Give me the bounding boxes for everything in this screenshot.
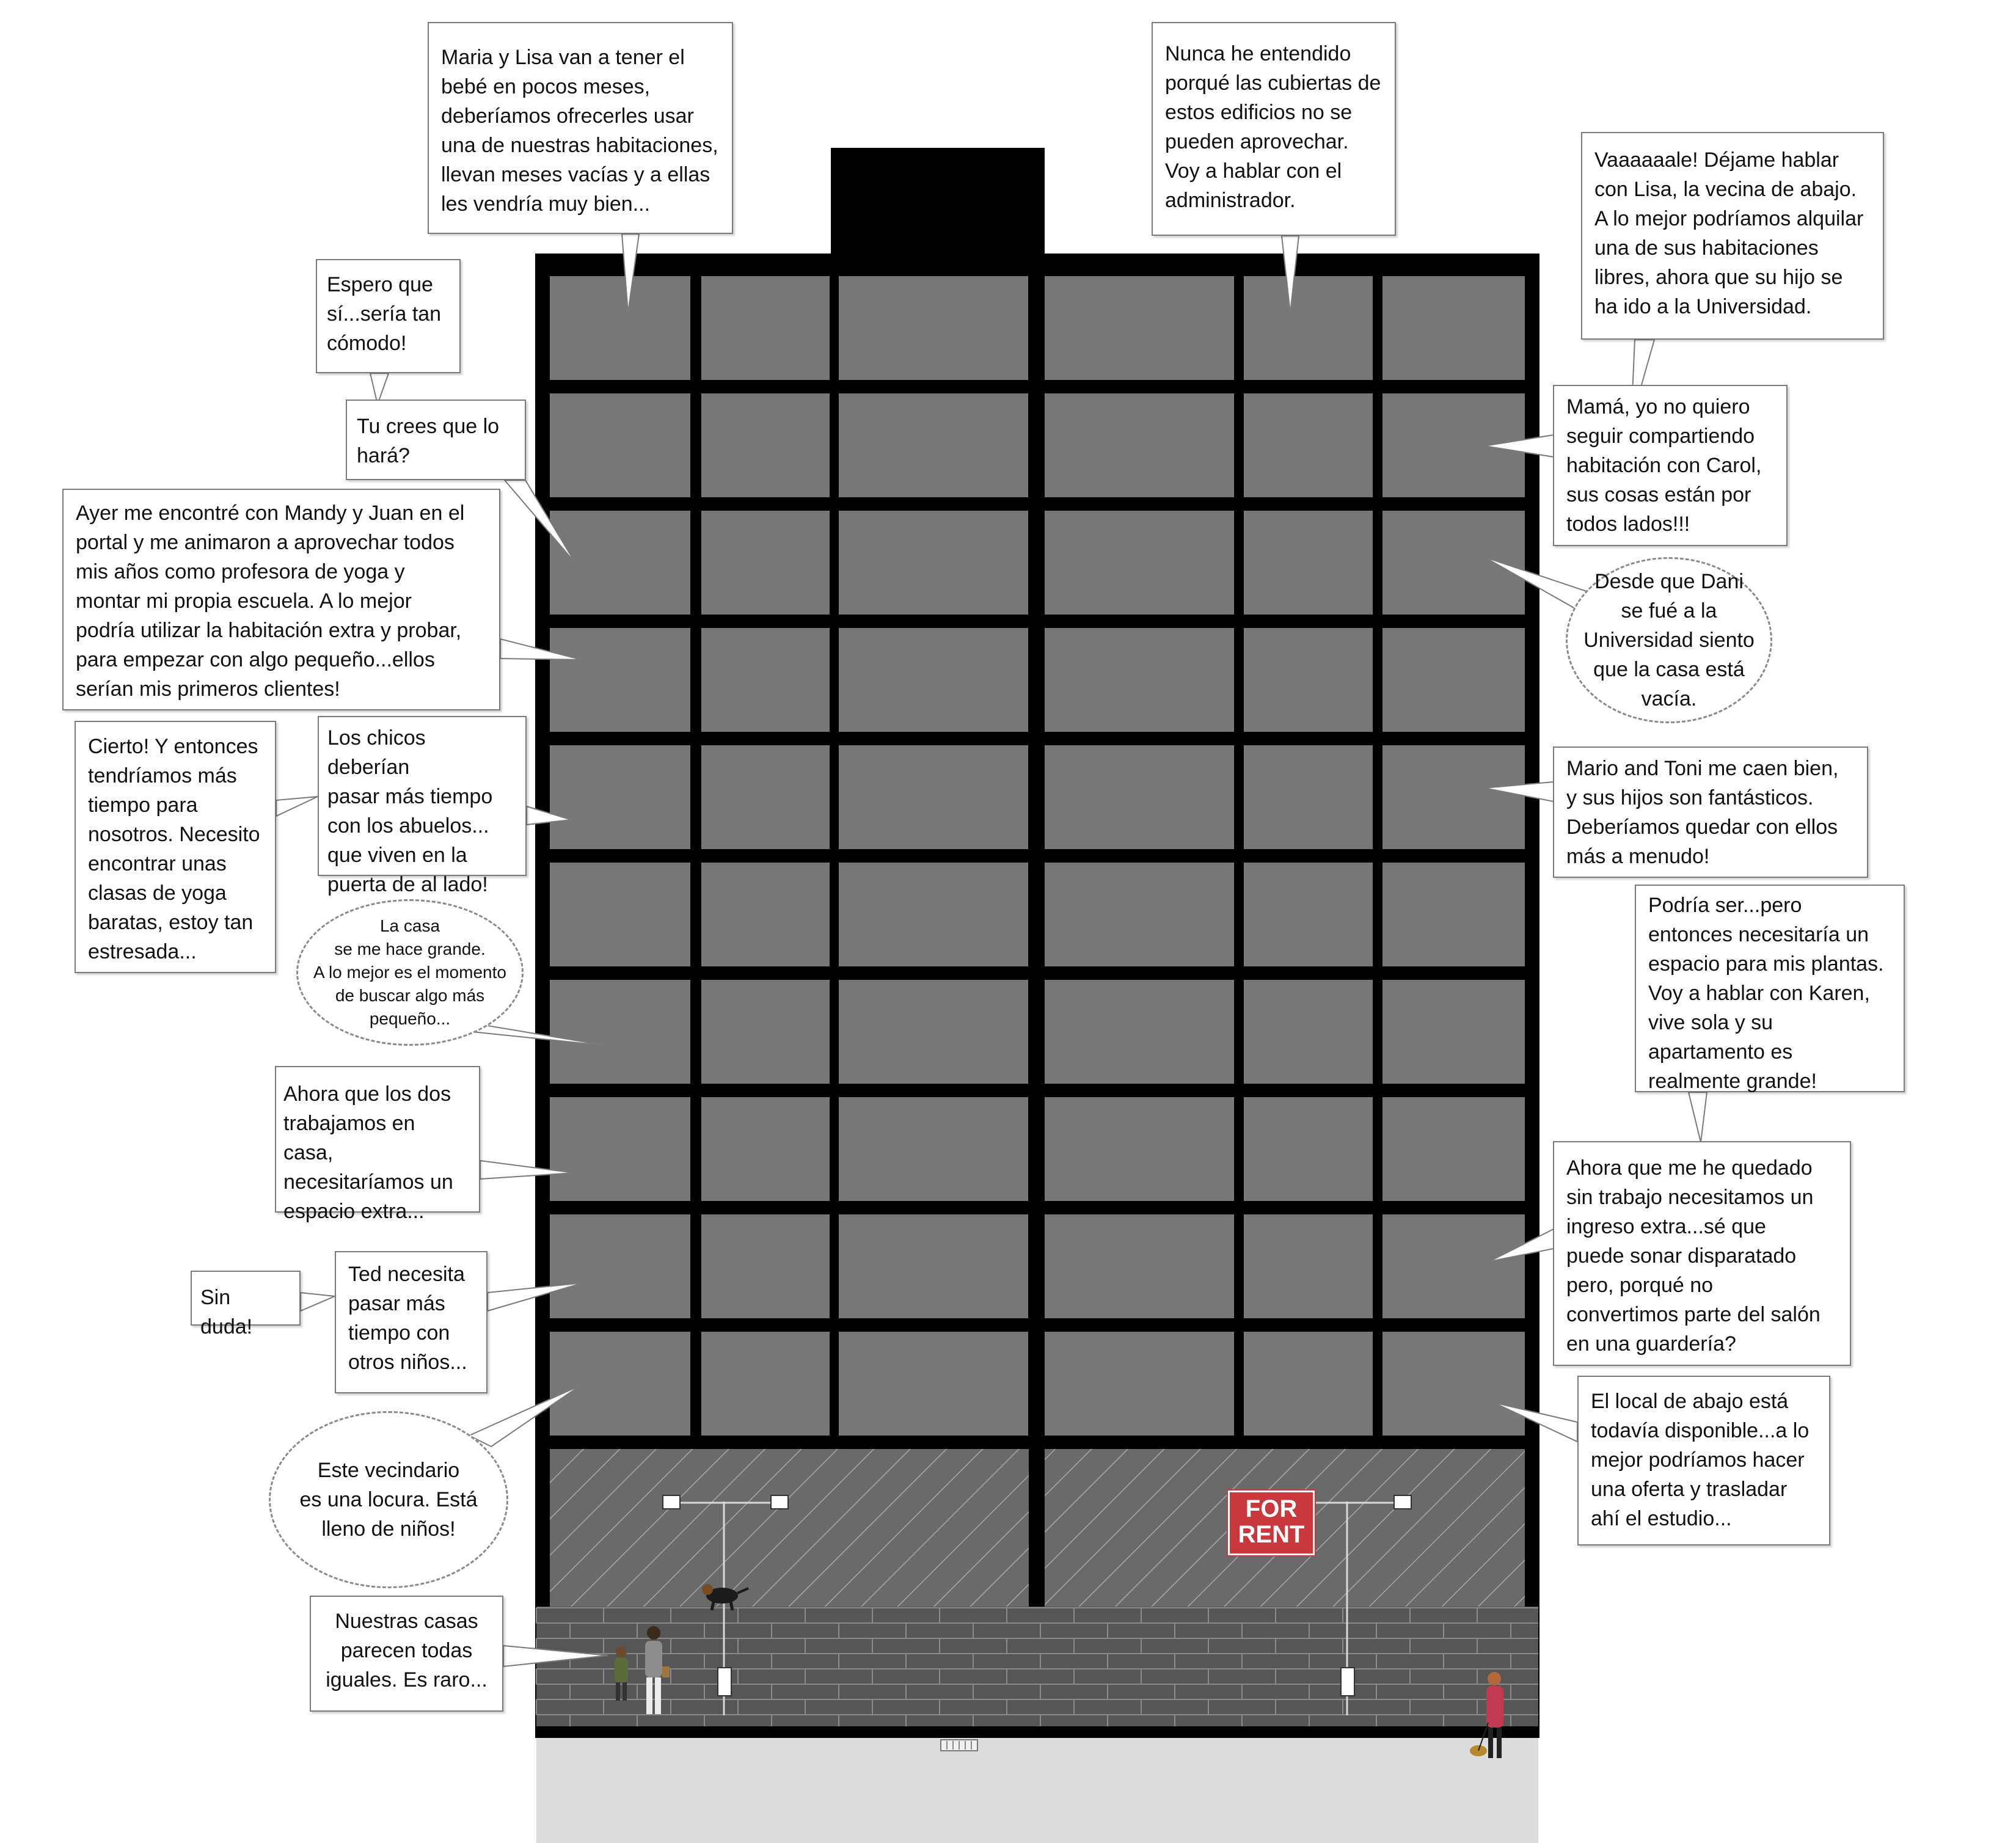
speech-bubble-mama: Mamá, yo no quiero seguir compartiendo habitación con Carol, sus cosas están por todos lados!!!	[1553, 385, 1788, 546]
rooftop-structure	[831, 148, 1045, 255]
window-pane	[1382, 511, 1525, 615]
window-pane	[1382, 628, 1525, 732]
window-pane	[550, 511, 690, 615]
window-pane	[701, 393, 830, 497]
speech-bubble-vale: Vaaaaaale! Déjame hablar con Lisa, la vecina de abajo. A lo mejor podríamos alquilar una de sus habitaciones libres, ahora que su hijo se ha ido a la Universidad.	[1581, 132, 1884, 340]
speech-bubble-cubiertas: Nunca he entendido porqué las cubiertas de estos edificios no se pueden aprovechar. Voy a hablar con el administrador.	[1152, 22, 1396, 236]
window-pane	[839, 276, 1028, 380]
thought-bubble-casa-grande: La casa se me hace grande. A lo mejor es el momento de buscar algo más pequeño...	[296, 899, 524, 1046]
window-pane	[839, 511, 1028, 615]
window-pane	[550, 745, 690, 849]
window-pane	[1382, 745, 1525, 849]
window-pane	[1045, 1097, 1234, 1201]
window-pane	[550, 1332, 690, 1436]
window-pane	[701, 1332, 830, 1436]
window-pane	[1244, 1332, 1373, 1436]
window-pane	[701, 1097, 830, 1201]
window-pane	[839, 1332, 1028, 1436]
window-pane	[701, 863, 830, 966]
speech-tail	[276, 797, 318, 816]
window-pane	[1244, 276, 1373, 380]
window-pane	[550, 863, 690, 966]
window-pane	[701, 745, 830, 849]
window-pane	[1244, 980, 1373, 1084]
window-pane	[839, 980, 1028, 1084]
speech-bubble-sin-duda: Sin duda!	[191, 1271, 301, 1326]
for-rent-sign-line2: RENT	[1238, 1521, 1305, 1548]
window-pane	[1382, 863, 1525, 966]
window-pane	[701, 511, 830, 615]
window-pane	[839, 745, 1028, 849]
window-pane	[839, 628, 1028, 732]
speech-bubble-mario-toni: Mario and Toni me caen bien, y sus hijos son fantásticos. Deberíamos quedar con ellos más a menudo!	[1553, 746, 1868, 878]
window-pane	[550, 980, 690, 1084]
window-pane	[1382, 276, 1525, 380]
window-pane	[1045, 863, 1234, 966]
speech-bubble-espero: Espero que sí...sería tan cómodo!	[316, 259, 461, 373]
window-pane	[1045, 276, 1234, 380]
window-pane	[1244, 1214, 1373, 1318]
window-pane	[1244, 628, 1373, 732]
speech-bubble-tu-crees: Tu crees que lo hará?	[346, 400, 526, 480]
for-rent-sign	[1228, 1491, 1315, 1555]
window-pane	[550, 628, 690, 732]
window-pane	[701, 628, 830, 732]
speech-bubble-sin-trabajo: Ahora que me he quedado sin trabajo necesitamos un ingreso extra...sé que puede sonar disparatado pero, porqué no convertimos parte del salón en una guardería?	[1553, 1141, 1851, 1366]
window-pane	[1045, 393, 1234, 497]
window-pane	[1045, 628, 1234, 732]
window-pane	[1244, 1097, 1373, 1201]
ground-plane	[536, 1736, 1538, 1843]
window-pane	[839, 1097, 1028, 1201]
window-pane	[839, 863, 1028, 966]
speech-bubble-maria-lisa: Maria y Lisa van a tener el bebé en pocos meses, deberíamos ofrecerles usar una de nuestras habitaciones, llevan meses vacías y a ellas les vendría muy bien...	[428, 22, 733, 234]
building	[535, 148, 1539, 1843]
speech-bubble-ahora-dos: Ahora que los dos trabajamos en casa, necesitaríamos un espacio extra...	[275, 1066, 480, 1213]
window-pane	[1382, 1332, 1525, 1436]
thought-bubble-vecindario: Este vecindario es una locura. Está lleno de niños!	[269, 1411, 508, 1588]
speech-bubble-cierto: Cierto! Y entonces tendríamos más tiempo para nosotros. Necesito encontrar unas clasas de yoga baratas, estoy tan estresada...	[75, 721, 276, 973]
window-pane	[1045, 980, 1234, 1084]
pavement-edge	[535, 1726, 1539, 1735]
drain-grate	[941, 1740, 977, 1751]
window-pane	[1045, 1214, 1234, 1318]
window-pane	[1244, 511, 1373, 615]
for-rent-sign-line1: FOR	[1245, 1495, 1298, 1522]
window-pane	[701, 276, 830, 380]
window-pane	[1382, 1097, 1525, 1201]
window-pane	[1382, 980, 1525, 1084]
window-pane	[550, 393, 690, 497]
speech-tail	[301, 1293, 335, 1311]
window-pane	[1382, 1214, 1525, 1318]
window-pane	[1244, 863, 1373, 966]
thought-bubble-dani: Desde que Dani se fué a la Universidad siento que la casa está vacía.	[1566, 557, 1772, 723]
window-pane	[550, 276, 690, 380]
window-pane	[1244, 745, 1373, 849]
window-pane	[1045, 1332, 1234, 1436]
window-pane	[701, 1214, 830, 1318]
window-pane	[1244, 393, 1373, 497]
speech-bubble-yoga: Ayer me encontré con Mandy y Juan en el portal y me animaron a aprovechar todos mis años como profesora de yoga y montar mi propia escuela. A lo mejor podría utilizar la habitación extra y probar, para empezar con algo pequeño...ellos serían mis primeros clientes!	[62, 489, 500, 710]
street-wall	[536, 1607, 1538, 1732]
shopfront-glass-left	[550, 1449, 1029, 1607]
window-pane	[1045, 745, 1234, 849]
speech-tail	[1689, 1092, 1707, 1142]
window-pane	[550, 1214, 690, 1318]
window-pane	[1045, 511, 1234, 615]
window-pane	[701, 980, 830, 1084]
speech-bubble-chicos: Los chicos deberían pasar más tiempo con los abuelos... que viven en la puerta de al lado!	[318, 716, 527, 876]
window-pane	[839, 1214, 1028, 1318]
window-pane	[839, 393, 1028, 497]
speech-bubble-local: El local de abajo está todavía disponible...a lo mejor podríamos hacer una oferta y trasladar ahí el estudio...	[1577, 1376, 1830, 1546]
speech-bubble-ted: Ted necesita pasar más tiempo con otros niños...	[335, 1251, 488, 1393]
window-pane	[550, 1097, 690, 1201]
speech-bubble-casas: Nuestras casas parecen todas iguales. Es raro...	[310, 1596, 503, 1712]
speech-bubble-plantas: Podría ser...pero entonces necesitaría un espacio para mis plantas. Voy a hablar con Karen, vive sola y su apartamento es realmente grande!	[1635, 885, 1905, 1092]
